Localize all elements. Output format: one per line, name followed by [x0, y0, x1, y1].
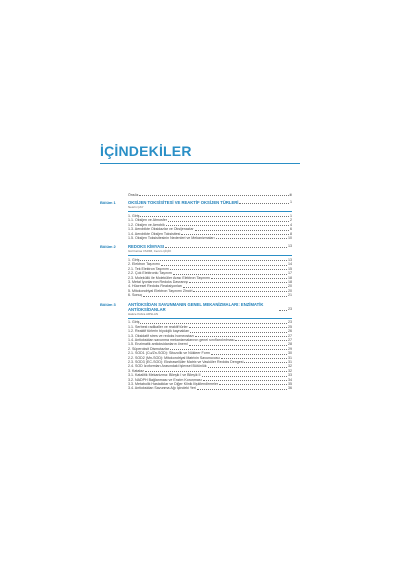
toc-entry-label: 2.2. SOD2 (Mn-SOD): Mitokondriyal Matrixin Savunucusu	[128, 355, 220, 360]
dot-leader	[190, 332, 287, 333]
toc-entry-page: 1	[290, 214, 292, 218]
toc-entry-page: 17	[288, 271, 292, 276]
chapter-label: Bölüm 1	[100, 200, 116, 206]
toc-entry-page: 14	[288, 262, 292, 267]
table-of-contents	[100, 193, 292, 395]
chapter-title-text: REDOKS KİMYASI	[128, 244, 165, 250]
dot-leader	[173, 274, 287, 275]
dot-leader	[181, 234, 289, 235]
toc-entry-label: 5. Mitokondriyal Elektron Taşınımı Zinciri	[128, 288, 193, 293]
toc-entry-label: 2. Süperoksit Dismutazlar	[128, 346, 169, 351]
dot-leader	[189, 345, 287, 346]
toc-entry-label: 1.3. Oksidatif stres ve redoks homeostazı	[128, 333, 194, 338]
dot-leader	[208, 367, 288, 368]
toc-entry-label: 1. Giriş	[128, 258, 140, 263]
toc-entry-page: 23	[288, 320, 292, 325]
toc-entry-label: 3.3. Metabolik Hastalıklar ve Diğer Klinik İlişkilendirmeler	[128, 381, 219, 386]
toc-entry-page: iii	[289, 193, 292, 197]
toc-entry-label: 1.5. Enzimatik antioksidanların önemi	[128, 342, 188, 347]
toc-entry[interactable]	[128, 386, 292, 390]
toc-entry-label: 2.4. SOD İzoformları Arasındaki İşlevsel Bütünlük	[128, 364, 207, 369]
toc-entry-label: 3.1. Katalitik Mekanizma: Bileşik I ve Bileşik II	[128, 373, 201, 378]
toc-entry-page: 21	[288, 293, 292, 298]
chapter-divider	[128, 255, 292, 256]
dot-leader	[216, 238, 287, 239]
toc-entry-label: 1. Giriş	[128, 320, 140, 325]
dot-leader	[170, 349, 287, 350]
toc-entry-page: 27	[288, 337, 292, 342]
chapter-authors: Gül Fatma YARIM, Cenzo ÇİÇİK	[128, 249, 172, 254]
dot-leader	[219, 384, 287, 385]
toc-entry-label: 1.2. Oksijen ve Aerobik	[128, 222, 165, 227]
dot-leader	[193, 291, 287, 292]
toc-entry-page: 18	[288, 280, 292, 285]
toc-entry-label: 2.3. SOD3 (EC-SOD): Ekstrasellüler Matrix ve Vasküler Redoks Dengesi	[128, 359, 244, 364]
chapter-authors: Hatice Kübra ARSLAN	[128, 311, 159, 316]
toc-entry-page: 32	[288, 364, 292, 369]
chapter-authors: Nesrin ÇAY	[128, 205, 144, 210]
toc-entry[interactable]	[128, 236, 292, 240]
dot-leader	[189, 327, 287, 328]
dot-leader	[143, 296, 287, 297]
toc-entry-label: 1.1. Serbest radikaller ve reaktif türler	[128, 324, 188, 329]
toc-entry-page: 27	[288, 333, 292, 338]
dot-leader	[279, 310, 287, 311]
toc-entry-label: 1.5. Oksijen Toksisitesinin Nedenleri ve Mekanizmaları	[128, 236, 215, 241]
toc-entry-page: 6	[290, 227, 292, 232]
toc-entry-label: 1.4. Aerobikte Oksijen Toksisitesi	[128, 231, 181, 236]
toc-entry-label: 1.4. Antioksidan savunma mekanizmalarının genel sınıflandırılması	[128, 337, 235, 342]
dot-leader	[197, 389, 287, 390]
toc-entry-label: 1. Giriş	[128, 214, 140, 218]
dot-leader	[140, 260, 287, 261]
toc-entry-page: 31	[288, 355, 292, 360]
toc-entry-page: 36	[288, 386, 292, 391]
toc-entry-label: Önsöz	[128, 193, 139, 197]
chapter-title-text: OKSİJEN TOKSİSİTESİ VE REAKTİF OKSİJEN TÜRLERİ	[128, 200, 239, 206]
chapter-block	[100, 200, 292, 240]
chapter-page: 1	[290, 200, 292, 205]
chapter-divider	[128, 318, 292, 319]
toc-entry-page: 8	[290, 231, 292, 236]
toc-entry-label: 3.4. Antioksidan Savunma Ağı İçindeki Yeri	[128, 386, 196, 391]
dot-leader	[239, 203, 289, 204]
toc-entry-label: 1.1. Oksijen ve Atmosfer	[128, 218, 167, 223]
dot-leader	[195, 336, 287, 337]
dot-leader	[145, 371, 287, 372]
chapter-label: Bölüm 2	[100, 244, 116, 250]
toc-entry-page: 34	[288, 377, 292, 382]
toc-entry-label: 1.2. Reaktif türlerin biyolojik kaynakları	[128, 329, 190, 334]
dot-leader	[140, 323, 287, 324]
chapter-block	[100, 244, 292, 297]
chapter-page: 13	[288, 244, 292, 249]
dot-leader	[195, 230, 289, 231]
toc-entry-page: 15	[288, 266, 292, 271]
toc-entry-label: 1.3. Aerobikte Oksidazlar ve Oksijenazlar	[128, 227, 194, 232]
toc-entry-page: 13	[288, 258, 292, 263]
toc-entry-page: 30	[288, 351, 292, 356]
toc-entry-page: 20	[288, 284, 292, 289]
dot-leader	[244, 362, 287, 363]
toc-entry-page: 18	[288, 275, 292, 280]
dot-leader	[166, 225, 289, 226]
chapter-block	[100, 302, 292, 391]
toc-entry-page: 28	[288, 342, 292, 347]
page-title: İÇİNDEKİLER	[100, 143, 192, 159]
dot-leader	[221, 358, 287, 359]
chapter-list	[100, 200, 292, 390]
toc-entry-label: 2.3. Moleküllü ile Moleküller Arası Elektron Taşınımı	[128, 275, 211, 280]
dot-leader	[165, 247, 287, 248]
chapter-title[interactable]	[128, 302, 292, 312]
toc-entry-label: 2. Elektron Taşınımı	[128, 262, 160, 267]
chapter-page: 23	[288, 306, 292, 311]
toc-entry[interactable]	[128, 293, 292, 297]
toc-entry-page: 33	[288, 373, 292, 378]
dot-leader	[203, 380, 287, 381]
toc-entry-label: 3. Metal İyonlarının Redoks Davranışı	[128, 280, 189, 285]
dot-leader	[183, 287, 287, 288]
toc-entry-page: 29	[288, 346, 292, 351]
toc-entry-page: 2	[290, 218, 292, 223]
toc-entry-page: 4	[290, 222, 292, 227]
dot-leader	[211, 354, 287, 355]
toc-entry-label: 6. Sonuç	[128, 293, 143, 298]
dot-leader	[235, 340, 287, 341]
dot-leader	[140, 216, 289, 217]
chapter-label: Bölüm 3	[100, 301, 116, 307]
toc-entry-page: 35	[288, 381, 292, 386]
toc-entry-page: 25	[288, 324, 292, 329]
chapter-title-text: ANTİOKSİDAN SAVUNMANIN GENEL MEKANİZMALARI: ENZİMATİK ANTİOKSİDANLAR	[128, 301, 264, 312]
toc-entry-label: 2.1. SOD1 (Cu/Zn-SOD): Sitozolik ve Nükleer Form	[128, 351, 210, 356]
chapter-divider	[128, 211, 292, 212]
toc-entry-label: 2.1. Tek Elektron Taşınımı	[128, 266, 170, 271]
toc-entry-label: 3.2. NADPH Bağlanması ve Enzim Korunması	[128, 377, 202, 382]
toc-entry-preface[interactable]	[100, 193, 292, 197]
toc-entry-page: 32	[288, 368, 292, 373]
toc-entry-page: 20	[288, 288, 292, 293]
toc-entry-label: 4. Hücresel Redoks Reaksiyonları	[128, 284, 183, 289]
toc-entry-label: 2.2. Çok Elektronlu Taşınım	[128, 271, 172, 276]
dot-leader	[202, 376, 288, 377]
dot-leader	[168, 221, 289, 222]
dot-leader	[189, 282, 287, 283]
title-divider	[100, 163, 300, 164]
toc-entry-page: 26	[288, 329, 292, 334]
dot-leader	[170, 269, 287, 270]
toc-entry-page: 31	[288, 359, 292, 364]
dot-leader	[211, 278, 287, 279]
dot-leader	[139, 195, 288, 196]
toc-entry-page: 10	[288, 236, 292, 241]
dot-leader	[161, 265, 287, 266]
toc-entry-label: 3. Katalaz	[128, 368, 144, 373]
